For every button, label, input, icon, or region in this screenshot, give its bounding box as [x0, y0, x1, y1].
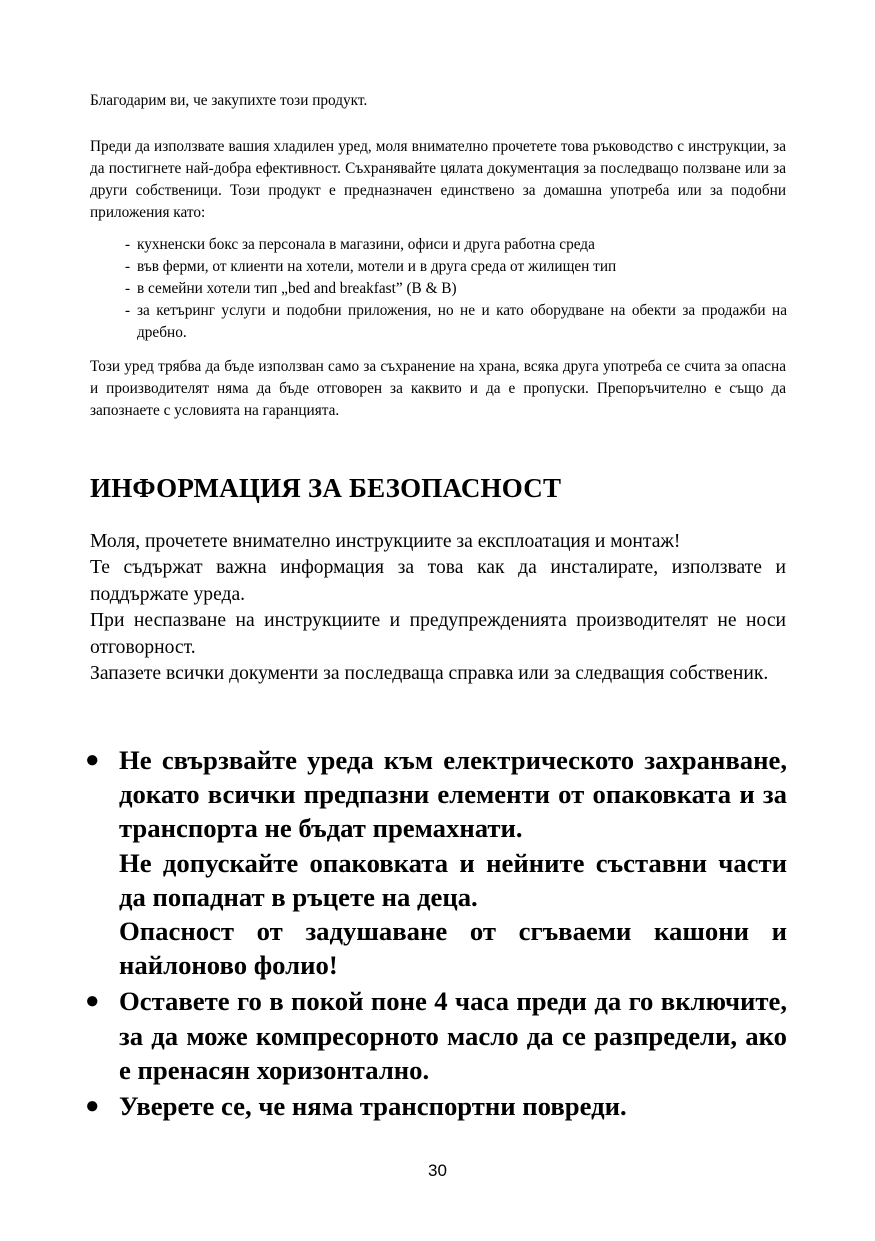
warning-text: Не допускайте опаковката и нейните съставни части да попаднат в ръцете на деца. [119, 847, 787, 912]
dash-marker: - [125, 302, 131, 319]
list-item [125, 300, 787, 344]
warning-text: Опасност от задушаване от сгъваеми кашони и найлоново фолио! [119, 916, 787, 981]
page-number: 30 [428, 1161, 447, 1180]
warning-text: Не свързвайте уреда към електрическото захранване, докато всички предпазни елементи от опаковката и за транспорта не бъдат премахнати. [119, 745, 787, 844]
thanks-text: Благодарим ви, че закупихте този продукт. [90, 92, 368, 109]
intro-paragraph: Преди да използвате вашия хладилен уред, моля внимателно прочетете това ръководство с инструкции, за да постигнете най-добра ефективност. Съхранявайте цялата документация за последващо ползване или за други собственици. Този продукт е предназначен единствено за домашна употреба или за подобни приложения като: [90, 138, 786, 221]
bullet-icon: ● [85, 747, 100, 773]
safety-heading: ИНФОРМАЦИЯ ЗА БЕЗОПАСНОСТ [90, 473, 562, 503]
warning-text: Оставете го в покой поне 4 часа преди да го включите, за да може компресорното масло да се разпредели, ако е пренасян хоризонтално. [119, 986, 787, 1085]
warning-text: Уверете се, че няма транспортни повреди. [119, 1091, 627, 1122]
safety-paragraph: Те съдържат важна информация за това как да инсталирате, използвате и поддържате уреда. [90, 557, 786, 605]
warnings-list [85, 743, 787, 1125]
warning-item [85, 984, 787, 1087]
usage-item-text: за кетъринг услуги и подобни приложения, но не и като оборудване на обекти за продажби на дребно. [137, 302, 787, 341]
safety-paragraph: Моля, прочетете внимателно инструкциите за експлоатация и монтаж! [90, 531, 681, 552]
usage-item-text: във ферми, от клиенти на хотели, мотели и в друга среда от жилищен тип [137, 258, 617, 275]
dash-marker: - [125, 258, 131, 275]
bullet-icon: ● [85, 1093, 100, 1120]
dash-marker: - [125, 280, 131, 297]
food-storage-note: Този уред трябва да бъде използван само за съхранение на храна, всяка друга употреба се счита за опасна и производителят няма да бъде отговорен за каквито и да е пропуски. Препоръчително е също да запознаете с условията на гаранцията. [90, 358, 786, 419]
safety-intro [90, 529, 786, 687]
bullet-icon: ● [85, 988, 100, 1015]
list-item [125, 278, 787, 300]
usage-item-text: кухненски бокс за персонала в магазини, офиси и друга работна среда [137, 236, 595, 253]
list-item [125, 256, 787, 278]
warning-item [85, 1089, 787, 1123]
safety-paragraph: При неспазване на инструкциите и предупрежденията производителят не носи отговорност. [90, 610, 786, 658]
usage-list [125, 234, 787, 344]
warning-item [85, 743, 787, 982]
safety-paragraph: Запазете всички документи за последваща справка или за следващия собственик. [90, 663, 769, 685]
dash-marker: - [125, 236, 131, 253]
list-item [125, 234, 787, 256]
usage-item-text: в семейни хотели тип „bed and breakfast” (B & B) [137, 280, 457, 297]
